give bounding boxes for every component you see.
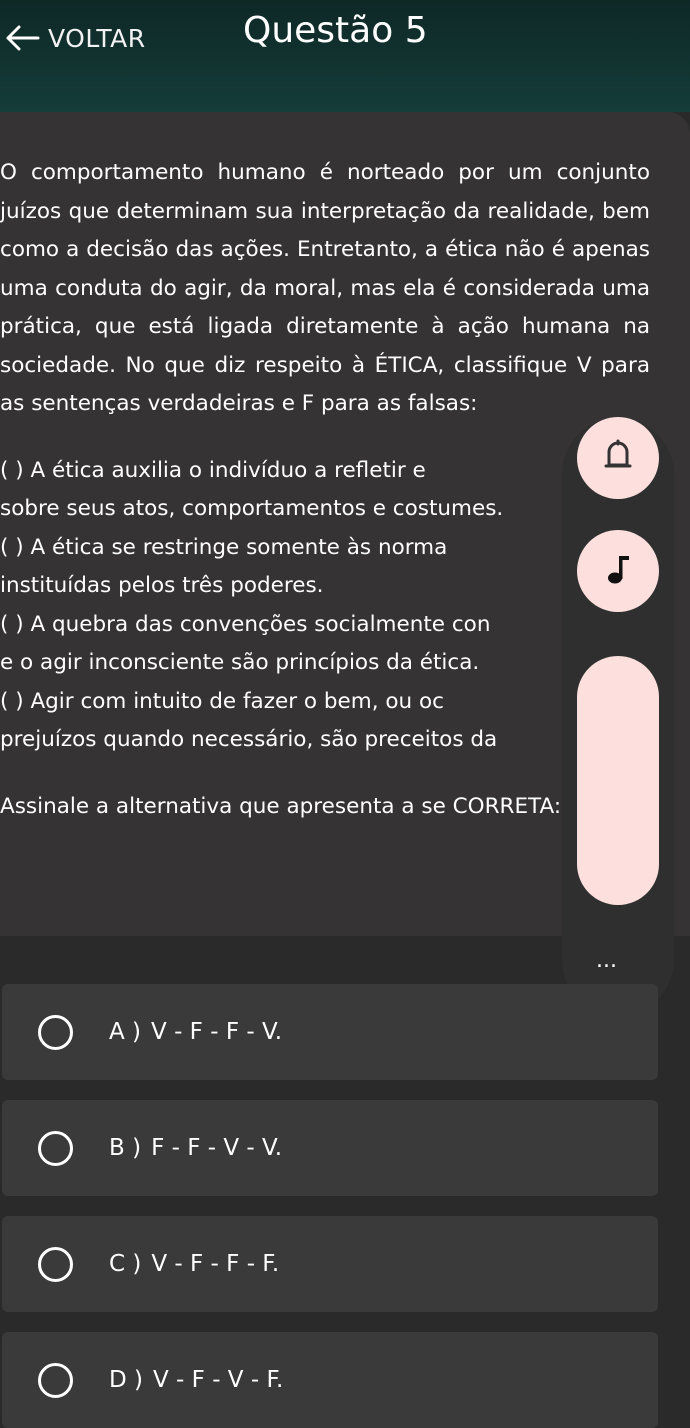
- option-letter: D ): [109, 1367, 143, 1393]
- option-c[interactable]: [2, 1216, 658, 1312]
- sentence-line: ( ) Agir com intuito de fazer o bem, ou oc: [0, 688, 444, 714]
- option-text: V - F - V - F.: [153, 1367, 284, 1393]
- option-letter: C ): [109, 1251, 142, 1277]
- arrow-left-icon: [4, 23, 40, 53]
- bell-icon: [603, 439, 633, 477]
- sentence-line: sobre seus atos, comportamentos e costumes.: [0, 496, 504, 521]
- option-b[interactable]: [2, 1100, 658, 1196]
- option-letter: B ): [109, 1135, 142, 1161]
- question-instruction: Assinale a alternativa que apresenta a se CORRETA:: [0, 793, 562, 819]
- option-a[interactable]: [2, 984, 658, 1080]
- sentence-line: prejuízos quando necessário, são preceitos da: [0, 727, 498, 752]
- sentence-line: instituídas pelos três poderes.: [0, 573, 324, 598]
- music-note-icon: [606, 552, 630, 590]
- option-text: V - F - F - V.: [151, 1019, 283, 1045]
- top-bar: [0, 0, 690, 112]
- audio-button[interactable]: [577, 530, 659, 612]
- radio-circle-icon[interactable]: [38, 1247, 73, 1282]
- sentence-line: e o agir inconsciente são princípios da ética.: [0, 650, 480, 675]
- sentence-line: ( ) A ética se restringe somente às norma: [0, 534, 448, 560]
- option-text: F - F - V - V.: [151, 1135, 283, 1161]
- radio-circle-icon[interactable]: [38, 1131, 73, 1166]
- sentence-list: [0, 452, 650, 760]
- question-prompt: O comportamento humano é norteado por um conjunto juízos que determinam sua interpretação da realidade, bem como a decisão das ações. Entretanto, a ética não é apenas uma conduta do agir, da moral, mas ela é considerada uma prática, que está ligada diretamente à ação humana na sociedade. No que diz respeito à ÉTICA, classifique V para as sentenças verdadeiras e F para as falsas:: [0, 160, 650, 416]
- option-text: V - F - F - F.: [151, 1251, 280, 1277]
- more-options-icon[interactable]: ...: [596, 948, 617, 973]
- back-label: VOLTAR: [48, 23, 146, 53]
- page-title: Questão 5: [243, 10, 428, 51]
- question-text: [0, 154, 650, 826]
- notification-button[interactable]: [577, 417, 659, 499]
- back-button[interactable]: [4, 14, 146, 62]
- toolbar-pill-button[interactable]: [577, 656, 659, 905]
- radio-circle-icon[interactable]: [38, 1363, 73, 1398]
- sentence-line: ( ) A ética auxilia o indivíduo a refletir e: [0, 457, 426, 483]
- option-d[interactable]: [2, 1332, 658, 1428]
- radio-circle-icon[interactable]: [38, 1015, 73, 1050]
- option-letter: A ): [109, 1019, 142, 1045]
- sentence-line: ( ) A quebra das convenções socialmente con: [0, 611, 491, 637]
